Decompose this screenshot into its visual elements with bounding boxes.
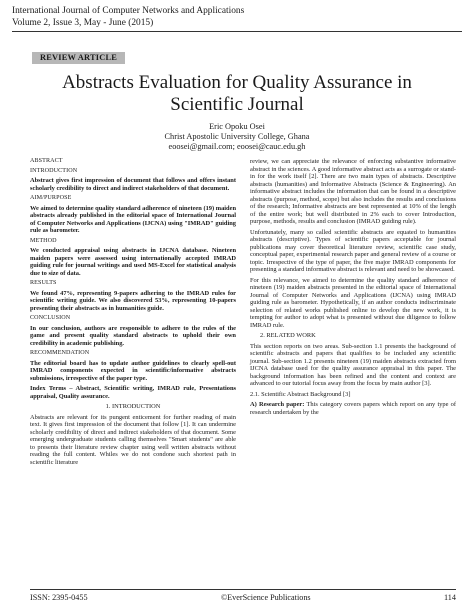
list-item-text: This category covers papers which report on any type of research undertaken by the — [250, 401, 456, 416]
abstract-label: ABSTRACT — [30, 158, 63, 164]
conclusion-label: CONCLUSION — [30, 315, 71, 321]
journal-name: International Journal of Computer Networks and Applications — [12, 6, 245, 16]
method-text: We conducted appraisal using abstracts in IJCNA database. Nineteen maiden papers were assessed using internationally accepted IMRAD guiding rule for journal writings and used MS-Excel for statistical analysis due to size of data. — [30, 247, 236, 277]
body-paragraph-2: Unfortunately, many so called scientific abstracts are equated to humanities abstracts (descriptive). Types of scientific papers acceptable for journal publications may cover theoretical literature review, scientific case study, conceptual paper, experimental research paper and general review of a course or topic. Irrespective of the type of paper, the five major IMRAD components for presenting a standard informative abstract is relevant and need to be showcased. — [250, 228, 456, 273]
body-paragraph-4: This section reports on two areas. Sub-section 1.1 presents the background of scientific abstracts and papers that qualifies to be included any scientific journal. Sub-section 1.2 presents nineteen (19) maiden abstracts extracted from IJCNA database used for the quality assurance appraisal in this paper. The background information has been refined and the content and context are advanced to our tutorial focus away from the focus by main author [3]. — [250, 342, 456, 387]
intro-label: INTRODUCTION — [30, 167, 78, 174]
page-footer — [30, 593, 456, 603]
intro-body: Abstracts are relevant for its pungent enticement for further reading of main text. It gives first impression of the document that follow [1]. It can undermine scholarly credibility of direct and indirect stakeholders of that document. Some emerging undergraduate students calling themselves "Smart students" are able to presents their literature review chapter using well written abstracts without reading the full content. Whiles we do not condone such shortest path in scientific literature — [30, 413, 236, 466]
subsection-heading: 2.1. Scientific Abstract Background [3] — [250, 390, 351, 398]
paper-title — [12, 72, 462, 116]
page-number: 114 — [444, 593, 456, 602]
aim-text: We aimed to determine quality standard adherence of nineteen (19) maiden abstracts already published in the editorial space of International Journal of Computer Networks and Applications (IJCNA) using "IMRAD" guiding rule as barometer. — [30, 204, 236, 234]
results-text: We found 47%, representing 9-papers adhering to the IMRAD rules for scientific writing guide. We also discovered 53%, representing 10-papers presenting their abstracts as in humanities guide. — [30, 289, 236, 312]
title-line-2: Scientific Journal — [170, 94, 304, 115]
method-label: METHOD — [30, 237, 57, 244]
article-type-badge: REVIEW ARTICLE — [32, 52, 125, 64]
author-block — [12, 122, 462, 153]
body-paragraph-1: review, we can appreciate the relevance of enforcing substantive informative abstract in the sciences. A good informative abstract acts as a surrogate or stand-in for the work itself [2]. There are two main types of abstracts. Descriptive abstracts (humanities) and Informative Abstracts (Science & Engineering). An informative abstract includes the information that can be found in a descriptive abstracts (purpose, method, scope) but also includes the results and conclusions of the research; Informative abstracts are best represented at 10% of the length of the entire work; but well distributed in 2% each to cover Introduction, purpose, methods, results and conclusion (IMRAD guiding rule). — [250, 158, 456, 225]
journal-header — [12, 6, 244, 29]
results-label: RESULTS — [30, 280, 57, 286]
intro-text: Abstract gives first impression of document that follows and offers instant scholarly credibility to direct and indirect stakeholders of that document. — [30, 177, 236, 192]
list-item-label: A) Research paper: — [250, 401, 305, 408]
author-name: Eric Opoku Osei — [209, 122, 265, 131]
section-2-heading: 2. RELATED WORK — [260, 332, 316, 339]
title-line-1: Abstracts Evaluation for Quality Assurance in — [62, 72, 412, 93]
publisher: ©EverScience Publications — [220, 593, 311, 602]
recommendation-label: RECOMMENDATION — [30, 350, 90, 356]
left-column — [30, 158, 236, 469]
footer-rule — [30, 589, 456, 590]
list-item — [250, 401, 456, 416]
aim-label: AIM/PURPOSE — [30, 195, 72, 201]
recommendation-text: The editorial board has to update author guidelines to clearly spell-out IMRAD components expected in scientific/informative abstracts submissions, irrespective of the paper type. — [30, 359, 236, 382]
body-paragraph-3: For this relevance, we aimed to determine the quality standard adherence of nineteen (19) maiden abstracts presented in the editorial space of International Journal of Computer Networks and Applications (IJCNA) using IMRAD guiding rule as barometer. Hypothetically, if an author conducts indiscriminate selection of related works published online to develop the new work, it is tempting for author to adopt what is presented without due diligence to follow IMRAD rule. — [250, 276, 456, 329]
header-rule — [12, 31, 462, 32]
journal-volume: Volume 2, Issue 3, May - June (2015) — [12, 17, 154, 28]
issn: ISSN: 2395-0455 — [30, 593, 88, 602]
section-1-heading: 1. INTRODUCTION — [105, 403, 161, 410]
author-affiliation: Christ Apostolic University College, Ghana — [164, 132, 310, 142]
right-column — [250, 158, 456, 416]
conclusion-text: In our conclusion, authors are responsible to adhere to the rules of the game and present quality standard abstracts to uphold their own credibility in academic publishing. — [30, 324, 236, 347]
index-terms: Index Terms – Abstract, Scientific writing, IMRAD rule, Presentations appraisal, Quality assurance. — [30, 385, 236, 400]
author-email: eoosei@gmail.com; eoosei@cauc.edu.gh — [168, 142, 306, 152]
